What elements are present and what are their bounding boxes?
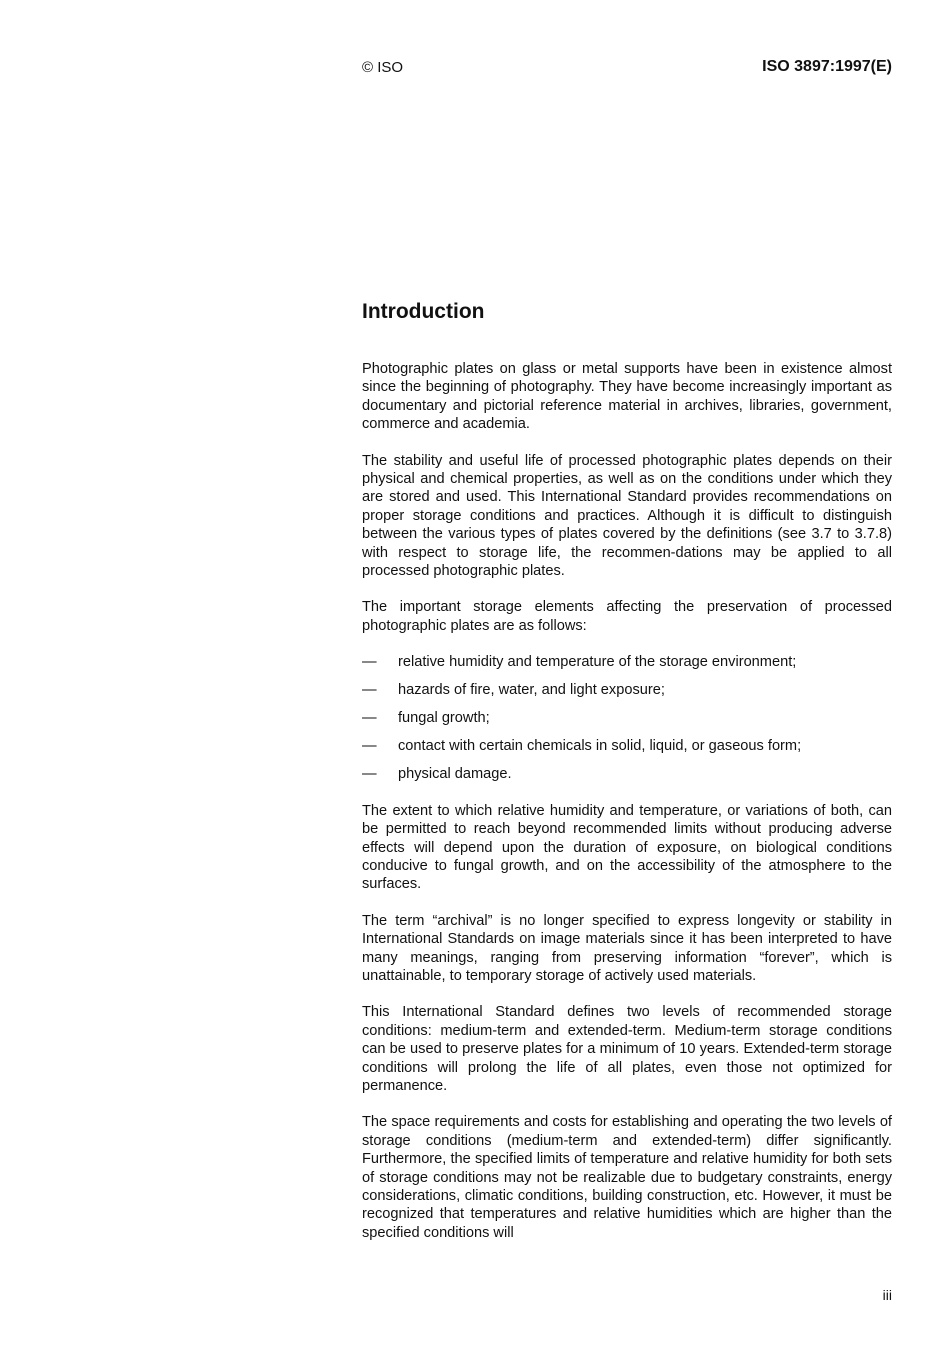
list-item-text: hazards of fire, water, and light exposure; bbox=[398, 682, 665, 699]
list-dash: — bbox=[362, 766, 377, 783]
paragraph: The extent to which relative humidity and temperature, or variations of both, can be permitted to reach beyond recommended limits without producing adverse effects will depend upon the duration of exposure, on biological conditions conducive to fungal growth, and on the accessibility of the atmosphere to the surfaces. bbox=[362, 802, 892, 893]
page-number: iii bbox=[882, 1287, 892, 1303]
list-item bbox=[362, 737, 892, 755]
list-item bbox=[362, 653, 892, 671]
document-body bbox=[362, 298, 892, 1260]
storage-elements-list bbox=[362, 653, 892, 783]
list-dash: — bbox=[362, 738, 377, 755]
paragraph: This International Standard defines two levels of recommended storage conditions: medium-term and extended-term. Medium-term storage conditions can be used to preserve plates for a minimum of 10 years. Extended-term storage conditions will prolong the life of all plates, even those not optimized for permanence. bbox=[362, 1004, 892, 1094]
list-item-text: relative humidity and temperature of the storage environment; bbox=[398, 654, 797, 671]
paragraph: Photographic plates on glass or metal supports have been in existence almost since the beginning of photography. They have become increasingly important as documentary and pictorial reference material in archives, libraries, government, commerce and academia. bbox=[362, 361, 892, 433]
copyright-header: © ISO bbox=[362, 59, 404, 76]
list-dash: — bbox=[362, 710, 377, 727]
document-id-header: ISO 3897:1997(E) bbox=[762, 58, 892, 75]
list-dash: — bbox=[362, 654, 377, 671]
paragraph: The space requirements and costs for establishing and operating the two levels of storage conditions (medium-term and extended-term) differ significantly. Furthermore, the specified limits of temperature and relative humidity for both sets of storage conditions may not be realizable due to budgetary constraints, energy considerations, climatic conditions, building construction, etc. However, it must be recognized that temperatures and relative humidities which are higher than the specified conditions will bbox=[362, 1114, 892, 1241]
list-item-text: contact with certain chemicals in solid, liquid, or gaseous form; bbox=[398, 738, 802, 755]
list-dash: — bbox=[362, 682, 377, 699]
paragraph: The term “archival” is no longer specified to express longevity or stability in International Standards on image materials since it has been interpreted to have many meanings, ranging from preserving information “forever”, which is unattainable, to temporary storage of actively used materials. bbox=[362, 912, 892, 984]
list-item bbox=[362, 681, 892, 699]
list-item bbox=[362, 709, 892, 727]
list-item-text: physical damage. bbox=[398, 766, 512, 783]
paragraph: The important storage elements affecting the preservation of processed photographic plates are as follows: bbox=[362, 599, 892, 634]
section-title: Introduction bbox=[362, 300, 485, 323]
list-item bbox=[362, 765, 892, 783]
paragraph: The stability and useful life of processed photographic plates depends on their physical and chemical properties, as well as on the conditions under which they are stored and used. This International Standard provides recommendations on proper storage conditions and practices. Although it is difficult to distinguish between the various types of plates covered by the definitions (see 3.7 to 3.7.8) with respect to storage life, the recommen-dations may be applied to all processed photographic plates. bbox=[362, 452, 892, 580]
list-item-text: fungal growth; bbox=[398, 710, 490, 727]
